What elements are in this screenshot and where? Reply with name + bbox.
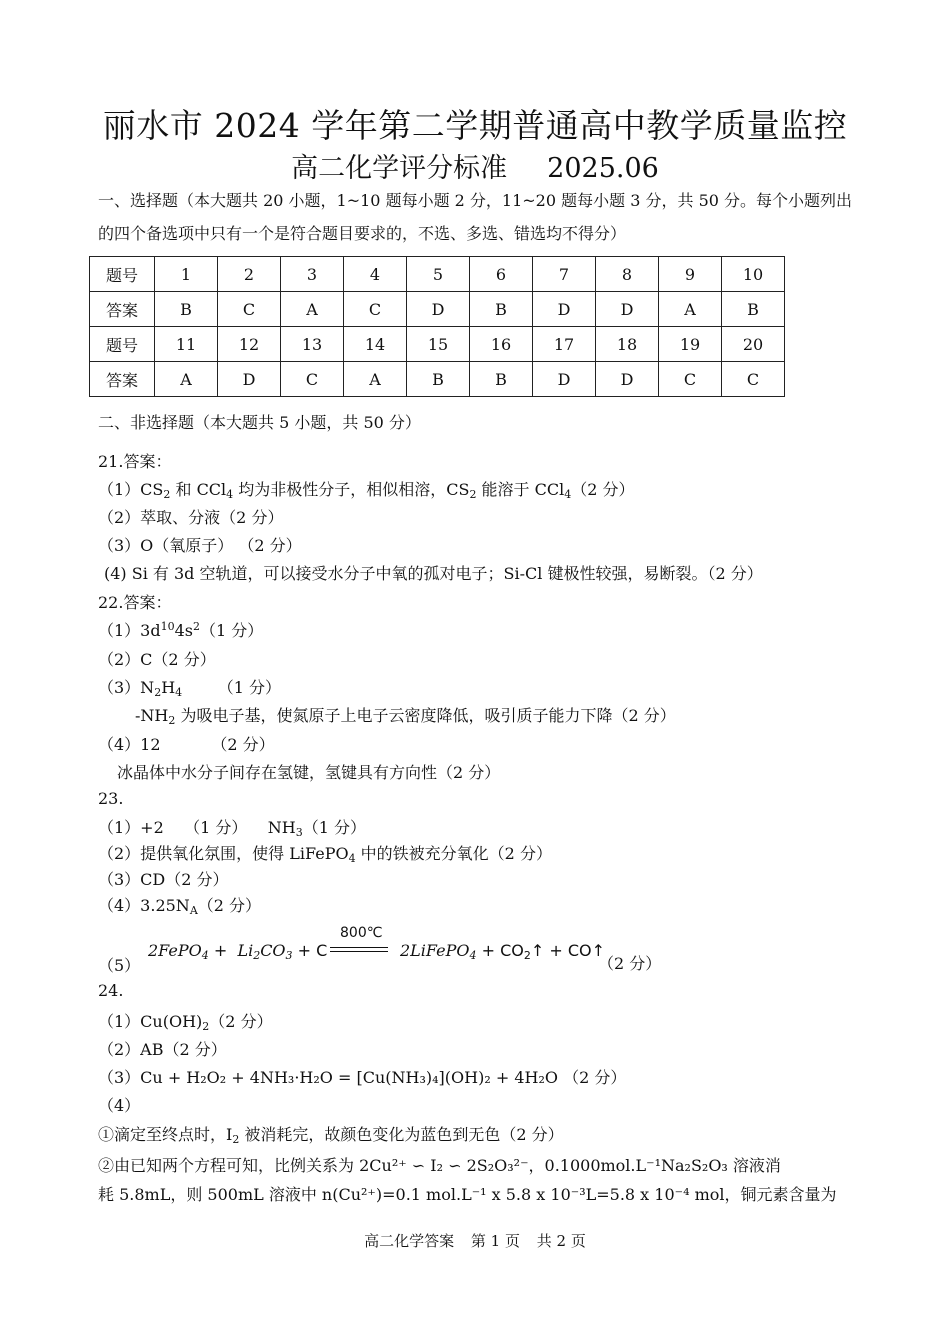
q23-answer-4: $(4)3.25N_A(2$ 分） <box>98 896 262 917</box>
table-cell: C <box>722 362 785 397</box>
q23-heading: 23. <box>98 789 124 808</box>
reaction-condition: 800℃ <box>340 925 383 941</box>
table-cell: B <box>722 292 785 327</box>
table-cell: A <box>155 362 218 397</box>
table-cell: 题号 <box>90 327 155 362</box>
q21-answer-1: $(1)CS_2$ 和 CCl$_4$ 均为非极性分子，相似相溶，$CS_2$ 能溶于 CCl$_4$（2 分） <box>98 480 635 501</box>
table-cell: 5 <box>407 257 470 292</box>
table-row <box>90 327 785 362</box>
table-cell: 8 <box>596 257 659 292</box>
table-cell: 1 <box>155 257 218 292</box>
table-cell: 题号 <box>90 257 155 292</box>
table-cell: C <box>659 362 722 397</box>
table-cell: 7 <box>533 257 596 292</box>
table-cell: 4 <box>344 257 407 292</box>
table-cell: 17 <box>533 327 596 362</box>
table-cell: C <box>281 362 344 397</box>
footer-page-number: 第 1 页 <box>470 1232 520 1250</box>
table-cell: D <box>596 362 659 397</box>
q21-answer-2: （2）萃取、分液（2 分） <box>98 508 284 527</box>
table-cell: C <box>218 292 281 327</box>
footer-page-total: 共 2 页 <box>536 1232 586 1250</box>
table-cell: A <box>281 292 344 327</box>
table-cell: B <box>407 362 470 397</box>
table-cell: D <box>218 362 281 397</box>
q23-5-label: （5） <box>98 956 141 975</box>
q24-answer-4-2: ②由已知两个方程可知，比例关系为 2Cu²⁺ ∽ I₂ ∽ 2S₂O₃²⁻，0.1000mol.L⁻¹Na₂S₂O₃ 溶液消 <box>98 1156 781 1175</box>
q23-answer-1: （1）+2 （1 分） $NH_3(1$ 分） <box>98 818 366 839</box>
table-cell: 20 <box>722 327 785 362</box>
page-footer <box>0 1230 950 1251</box>
q24-answer-2: （2）AB（2 分） <box>98 1040 227 1059</box>
q24-answer-4-2-cont: 耗 5.8mL，则 500mL 溶液中 n(Cu²⁺)=0.1 mol.L⁻¹ x 5.8 x 10⁻³L=5.8 x 10⁻⁴ mol，铜元素含量为 <box>98 1185 837 1204</box>
table-cell: D <box>533 362 596 397</box>
table-cell: A <box>344 362 407 397</box>
q23-answer-3: （3）CD（2 分） <box>98 870 229 889</box>
q24-heading: 24. <box>98 981 124 1000</box>
page-subtitle <box>0 146 950 185</box>
q22-answer-4: （4）12 （2 分） <box>98 735 275 754</box>
q21-answer-4: (4) Si 有 3d 空轨道，可以接受水分子中氧的孤对电子；Si-Cl 键极性较强，易断裂。（2 分） <box>104 564 763 583</box>
subtitle-text: 高二化学评分标准 <box>291 153 508 184</box>
table-cell: B <box>470 292 533 327</box>
table-cell: B <box>470 362 533 397</box>
q24-answer-1: $(1)Cu(OH)_2(2$ 分） <box>98 1012 273 1033</box>
table-cell: 12 <box>218 327 281 362</box>
exam-date: 2025.06 <box>547 153 659 184</box>
table-cell: 18 <box>596 327 659 362</box>
q22-answer-3: $(3)N_2H_4$ （1 分） <box>98 678 282 699</box>
table-cell: A <box>659 292 722 327</box>
table-cell: 答案 <box>90 292 155 327</box>
table-row <box>90 257 785 292</box>
table-cell: C <box>344 292 407 327</box>
table-cell: D <box>407 292 470 327</box>
q24-answer-3: （3）Cu + H₂O₂ + 4NH₃·H₂O = [Cu(NH₃)₄](OH)₂ + 4H₂O （2 分） <box>98 1068 627 1087</box>
table-cell: 9 <box>659 257 722 292</box>
table-cell: D <box>533 292 596 327</box>
equation-reactants: 2FePO$_4$ + $Li_2CO_3 + C$ <box>148 941 328 962</box>
q21-heading: 21.答案： <box>98 452 172 471</box>
table-row <box>90 292 785 327</box>
equation-products: 2LiFePO$_4$ + $CO_2↑$ + CO↑ <box>400 941 605 962</box>
q22-answer-4-reason: 冰晶体中水分子间存在氢键，氢键具有方向性（2 分） <box>117 763 501 782</box>
q22-answer-2: （2）C（2 分） <box>98 650 216 669</box>
table-row <box>90 362 785 397</box>
section2-heading: 二、非选择题（本大题共 5 小题，共 50 分） <box>98 413 421 432</box>
table-cell: 2 <box>218 257 281 292</box>
q21-answer-3: （3）O（氧原子） （2 分） <box>98 536 302 555</box>
q23-5-score: （2 分） <box>598 954 662 973</box>
table-cell: 答案 <box>90 362 155 397</box>
table-cell: B <box>155 292 218 327</box>
table-cell: 14 <box>344 327 407 362</box>
table-cell: 11 <box>155 327 218 362</box>
q24-answer-4: （4） <box>98 1096 141 1115</box>
answer-table <box>89 256 785 397</box>
table-cell: 16 <box>470 327 533 362</box>
q22-answer-1: $(1)3d^{10}4s^2(1$ 分） <box>98 620 264 640</box>
section1-heading <box>98 184 858 250</box>
q23-answer-2: （2）提供氧化氛围，使得 LiFePO$_4$ 中的铁被充分氧化（2 分） <box>98 844 552 865</box>
equals-arrow <box>330 947 388 952</box>
table-cell: 6 <box>470 257 533 292</box>
q23-answer-5-equation <box>98 925 798 973</box>
q24-answer-4-1: ①滴定至终点时，$I_2$ 被消耗完，故颜色变化为蓝色到无色（2 分） <box>98 1125 564 1146</box>
footer-title: 高二化学答案 <box>364 1232 455 1250</box>
table-cell: 19 <box>659 327 722 362</box>
page-title: 丽水市 2024 学年第二学期普通高中教学质量监控 <box>102 106 848 145</box>
table-cell: 13 <box>281 327 344 362</box>
table-cell: 10 <box>722 257 785 292</box>
table-cell: D <box>596 292 659 327</box>
q22-heading: 22.答案： <box>98 593 172 612</box>
table-cell: 15 <box>407 327 470 362</box>
q22-answer-3-reason: $-NH_2$ 为吸电子基，使氮原子上电子云密度降低，吸引质子能力下降（2 分） <box>135 706 676 727</box>
section1-text: 一、选择题（本大题共 20 小题，1~10 题每小题 2 分，11~20 题每小题 3 分，共 50 分。每个小题列出的四个备选项中只有一个是符合题目要求的，不选、多选、错选均不得分） <box>98 191 853 243</box>
table-cell: 3 <box>281 257 344 292</box>
